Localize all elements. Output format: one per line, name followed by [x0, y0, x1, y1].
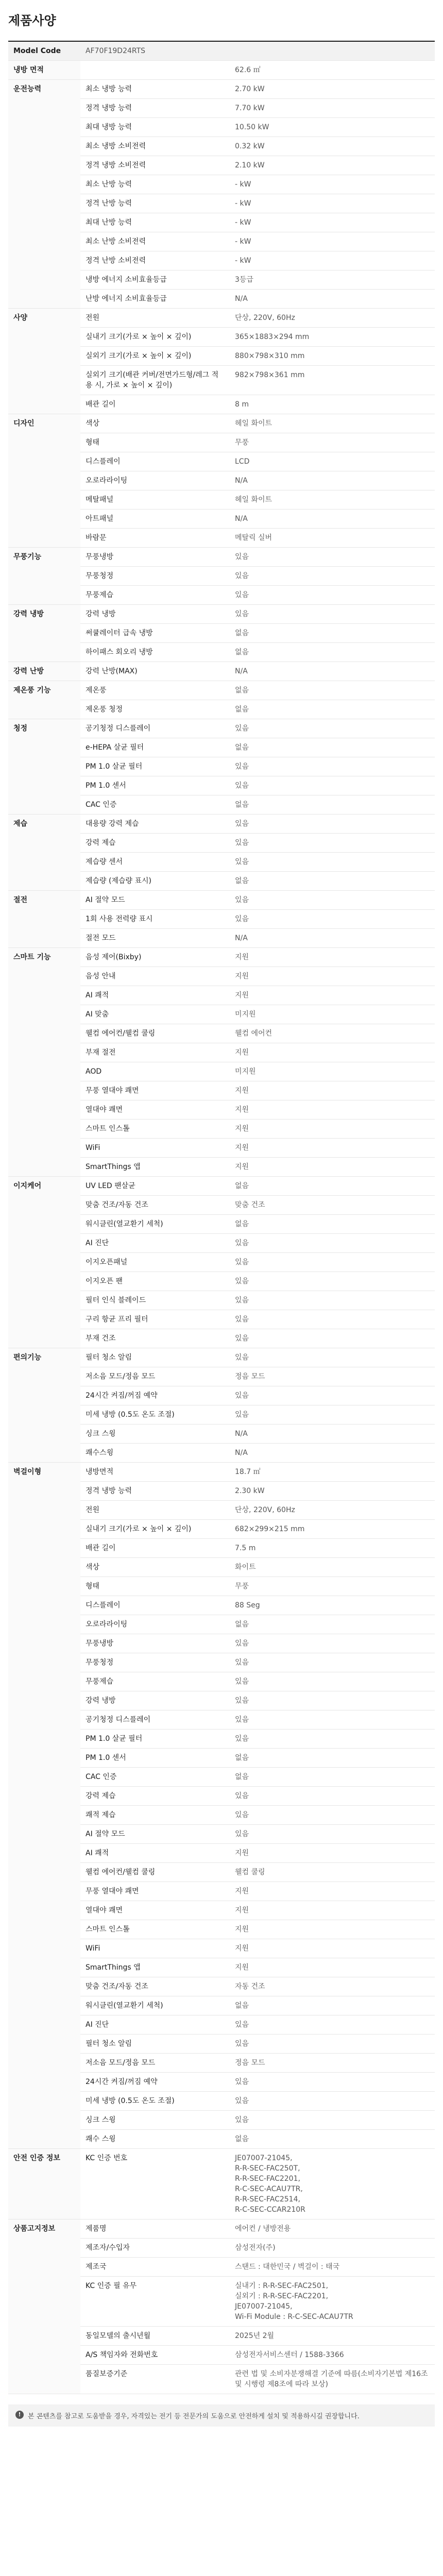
- spec-item-label: WiFi: [80, 1939, 230, 1958]
- spec-item-value: 있음: [230, 1386, 435, 1405]
- spec-item-label: 웰컴 에어컨/웰컴 쿨링: [80, 1024, 230, 1043]
- spec-item-value: 있음: [230, 2015, 435, 2035]
- spec-item-value: 있음: [230, 1310, 435, 1329]
- spec-item-value: 18.7 ㎡: [230, 1463, 435, 1482]
- spec-item-value: 있음: [230, 1691, 435, 1710]
- spec-item-label: 전원: [80, 309, 230, 328]
- spec-item-value: 있음: [230, 586, 435, 605]
- spec-item-label: 제조국: [80, 2258, 230, 2277]
- spec-item-label: 제조자/수입자: [80, 2239, 230, 2258]
- spec-item-value: 없음: [230, 1215, 435, 1234]
- spec-item-value: 맞춤 건조: [230, 1196, 435, 1215]
- spec-item-value: 있음: [230, 719, 435, 738]
- spec-row: [8, 1348, 435, 1367]
- spec-item-label: 워시클린(열교환기 세척): [80, 1215, 230, 1234]
- spec-item-value: 지원: [230, 1081, 435, 1100]
- spec-item-value: 있음: [230, 834, 435, 853]
- spec-item-value: 미지원: [230, 1005, 435, 1024]
- spec-item-label: 실내기 크기(가로 × 높이 × 깊이): [80, 1520, 230, 1539]
- spec-item-value: 2025년 2월: [230, 2327, 435, 2346]
- spec-item-label: 실내기 크기(가로 × 높이 × 깊이): [80, 328, 230, 347]
- spec-item-label: 메탈패널: [80, 490, 230, 510]
- spec-item-label: AI 진단: [80, 2015, 230, 2035]
- spec-item-label: 최소 난방 능력: [80, 175, 230, 194]
- spec-item-label: 필터 청소 알림: [80, 1348, 230, 1367]
- spec-item-label: AI 쾌적: [80, 986, 230, 1005]
- spec-item-label: KC 인증 번호: [80, 2149, 230, 2219]
- spec-item-value: 지원: [230, 1882, 435, 1901]
- spec-item-value: 헤일 화이트: [230, 414, 435, 433]
- spec-item-value: 있음: [230, 2111, 435, 2130]
- spec-item-label: 하이패스 회오리 냉방: [80, 643, 230, 662]
- spec-item-label: PM 1.0 살균 필터: [80, 757, 230, 776]
- spec-item-value: 에어컨 / 냉방전용: [230, 2219, 435, 2239]
- spec-item-value: 없음: [230, 1177, 435, 1196]
- spec-item-value: 있음: [230, 1234, 435, 1253]
- spec-item-value: 웰컴 에어컨: [230, 1024, 435, 1043]
- spec-item-value: 없음: [230, 738, 435, 757]
- spec-item-value: 있음: [230, 2092, 435, 2111]
- footnote: [8, 2404, 435, 2427]
- spec-item-label: 디스플레이: [80, 452, 230, 471]
- spec-item-value: 삼성전자(주): [230, 2239, 435, 2258]
- spec-item-value: 62.6 ㎡: [230, 61, 435, 80]
- spec-item-label: 난방 에너지 소비효율등급: [80, 290, 230, 309]
- spec-item-value: N/A: [230, 1444, 435, 1463]
- spec-item-label: 강력 냉방: [80, 1691, 230, 1710]
- spec-item-value: 삼성전자서비스센터 / 1588-3366: [230, 2346, 435, 2365]
- spec-item-value: 지원: [230, 948, 435, 967]
- spec-item-value: 2.10 kW: [230, 156, 435, 175]
- spec-item-label: 바람문: [80, 529, 230, 548]
- spec-item-label: 미세 냉방 (0.5도 온도 조절): [80, 1405, 230, 1425]
- spec-item-label: 실외기 크기(가로 × 높이 × 깊이): [80, 347, 230, 366]
- spec-item-value: 있음: [230, 853, 435, 872]
- spec-item-label: 형태: [80, 433, 230, 452]
- spec-category: 스마트 기능: [8, 948, 80, 1177]
- spec-item-label: 써큘레이터 급속 냉방: [80, 624, 230, 643]
- spec-item-label: 필터 청소 알림: [80, 2035, 230, 2054]
- spec-item-label: 정격 냉방 소비전력: [80, 156, 230, 175]
- spec-item-label: 쾌수스윙: [80, 1444, 230, 1463]
- spec-item-label: 필터 인식 블레이드: [80, 1291, 230, 1310]
- spec-item-label: 정격 난방 소비전력: [80, 251, 230, 270]
- spec-category: 절전: [8, 891, 80, 948]
- spec-item-value: 있음: [230, 1653, 435, 1672]
- spec-item-label: 냉방 에너지 소비효율등급: [80, 270, 230, 290]
- spec-item-value: 있음: [230, 1405, 435, 1425]
- spec-item-label: 정격 냉방 능력: [80, 1482, 230, 1501]
- spec-item-value: 있음: [230, 1272, 435, 1291]
- spec-item-label: 전원: [80, 1501, 230, 1520]
- spec-item-label: [80, 61, 230, 80]
- spec-item-value: 지원: [230, 986, 435, 1005]
- spec-item-value: N/A: [230, 1425, 435, 1444]
- spec-item-value: 88 Seg: [230, 1596, 435, 1615]
- spec-item-label: 맞춤 건조/자동 건조: [80, 1977, 230, 1996]
- spec-item-value: 웰컴 쿨링: [230, 1863, 435, 1882]
- spec-item-value: 있음: [230, 605, 435, 624]
- spec-item-value: 지원: [230, 1120, 435, 1139]
- spec-item-label: 무풍 열대야 쾌면: [80, 1081, 230, 1100]
- spec-item-label: 열대야 쾌면: [80, 1901, 230, 1920]
- spec-item-value: 있음: [230, 1672, 435, 1691]
- spec-item-label: 냉방면적: [80, 1463, 230, 1482]
- spec-category: 강력 난방: [8, 662, 80, 681]
- spec-item-label: SmartThings 앱: [80, 1958, 230, 1977]
- spec-item-label: AI 절약 모드: [80, 891, 230, 910]
- spec-item-value: - kW: [230, 175, 435, 194]
- spec-row: [8, 2219, 435, 2239]
- spec-item-value: 정음 모드: [230, 1367, 435, 1386]
- spec-item-value: 없음: [230, 2130, 435, 2149]
- spec-item-value: 없음: [230, 681, 435, 700]
- spec-item-value: 지원: [230, 1844, 435, 1863]
- spec-item-value: 지원: [230, 1920, 435, 1939]
- spec-item-label: 디스플레이: [80, 1596, 230, 1615]
- spec-category: 벽걸이형: [8, 1463, 80, 2149]
- spec-item-label: 제품명: [80, 2219, 230, 2239]
- spec-item-label: 쾌수 스윙: [80, 2130, 230, 2149]
- spec-item-label: 오로라라이팅: [80, 1615, 230, 1634]
- spec-item-value: 단상, 220V, 60Hz: [230, 309, 435, 328]
- spec-item-label: 스마트 인스톨: [80, 1120, 230, 1139]
- spec-item-value: 7.5 m: [230, 1539, 435, 1558]
- spec-row: [8, 309, 435, 328]
- spec-item-label: 색상: [80, 414, 230, 433]
- spec-item-label: 웰컴 에어컨/웰컴 쿨링: [80, 1863, 230, 1882]
- spec-item-label: 이지오픈패널: [80, 1253, 230, 1272]
- spec-item-label: 형태: [80, 1577, 230, 1596]
- spec-category: 무풍기능: [8, 548, 80, 605]
- spec-item-label: 오로라라이팅: [80, 471, 230, 490]
- spec-table: [8, 41, 435, 2394]
- spec-item-value: 지원: [230, 1158, 435, 1177]
- spec-item-value: 있음: [230, 910, 435, 929]
- spec-item-value: N/A: [230, 510, 435, 529]
- spec-item-value: 실내기 : R-R-SEC-FAC2501, 실외기 : R-R-SEC-FAC2201, JE07007-21045, Wi-Fi Module : R-C-SEC-ACAU7TR: [230, 2277, 435, 2327]
- spec-item-label: CAC 인증: [80, 795, 230, 815]
- spec-item-value: LCD: [230, 452, 435, 471]
- spec-item-label: 제온풍 청정: [80, 700, 230, 719]
- spec-item-label: 미세 냉방 (0.5도 온도 조절): [80, 2092, 230, 2111]
- spec-item-value: 682×299×215 mm: [230, 1520, 435, 1539]
- spec-item-value: 있음: [230, 548, 435, 567]
- spec-item-label: SmartThings 앱: [80, 1158, 230, 1177]
- spec-item-value: N/A: [230, 929, 435, 948]
- spec-item-value: 지원: [230, 1958, 435, 1977]
- spec-item-label: 공기청정 디스플레이: [80, 1710, 230, 1730]
- model-code-value: AF70F19D24RTS: [80, 41, 435, 61]
- spec-item-label: WiFi: [80, 1139, 230, 1158]
- spec-row: [8, 891, 435, 910]
- spec-item-label: 무풍 열대야 쾌면: [80, 1882, 230, 1901]
- spec-item-label: 싱크 스윙: [80, 2111, 230, 2130]
- spec-item-value: 있음: [230, 2073, 435, 2092]
- spec-item-label: UV LED 팬살균: [80, 1177, 230, 1196]
- spec-category: 냉방 면적: [8, 61, 80, 80]
- spec-item-value: N/A: [230, 471, 435, 490]
- spec-item-label: 대용량 강력 제습: [80, 815, 230, 834]
- spec-item-label: 무풍청정: [80, 1653, 230, 1672]
- spec-row: [8, 2149, 435, 2219]
- spec-item-value: 있음: [230, 1329, 435, 1348]
- spec-item-value: N/A: [230, 290, 435, 309]
- spec-item-value: 없음: [230, 700, 435, 719]
- spec-item-value: 있음: [230, 1291, 435, 1310]
- spec-item-label: 최대 냉방 능력: [80, 118, 230, 137]
- spec-category: 편의기능: [8, 1348, 80, 1463]
- spec-item-value: 지원: [230, 1139, 435, 1158]
- spec-item-label: AOD: [80, 1062, 230, 1081]
- info-icon: !: [15, 2411, 24, 2419]
- spec-item-label: 쾌적 제습: [80, 1806, 230, 1825]
- spec-item-value: 무풍: [230, 1577, 435, 1596]
- spec-item-label: 무풍청정: [80, 567, 230, 586]
- spec-item-value: 없음: [230, 795, 435, 815]
- spec-item-label: 이지오픈 팬: [80, 1272, 230, 1291]
- spec-item-value: 있음: [230, 1348, 435, 1367]
- page-title: 제품사양: [8, 13, 56, 28]
- spec-category: 제습: [8, 815, 80, 891]
- spec-item-value: 있음: [230, 1634, 435, 1653]
- spec-category: 청정: [8, 719, 80, 815]
- spec-item-value: 있음: [230, 567, 435, 586]
- spec-item-label: 강력 냉방: [80, 605, 230, 624]
- spec-row: [8, 80, 435, 99]
- spec-item-label: 색상: [80, 1558, 230, 1577]
- spec-item-value: 헤일 화이트: [230, 490, 435, 510]
- spec-item-value: 무풍: [230, 433, 435, 452]
- spec-category: 안전 인증 정보: [8, 2149, 80, 2219]
- spec-item-label: 열대야 쾌면: [80, 1100, 230, 1120]
- spec-row: [8, 1463, 435, 1482]
- spec-item-value: JE07007-21045, R-R-SEC-FAC250T, R-R-SEC-FAC2201, R-C-SEC-ACAU7TR, R-R-SEC-FAC2514, R-C-SEC-CCAR210R: [230, 2149, 435, 2219]
- spec-item-value: 지원: [230, 1043, 435, 1062]
- spec-item-label: 절전 모드: [80, 929, 230, 948]
- spec-item-label: 제온풍: [80, 681, 230, 700]
- spec-item-value: 있음: [230, 2035, 435, 2054]
- spec-item-label: 워시클린(열교환기 세척): [80, 1996, 230, 2015]
- spec-item-label: 부재 절전: [80, 1043, 230, 1062]
- spec-item-label: 동일모델의 출시년월: [80, 2327, 230, 2346]
- spec-category: 상품고지정보: [8, 2219, 80, 2394]
- spec-item-label: 싱크 스윙: [80, 1425, 230, 1444]
- spec-item-label: 부재 건조: [80, 1329, 230, 1348]
- spec-item-label: 아트패널: [80, 510, 230, 529]
- spec-item-label: 무풍제습: [80, 1672, 230, 1691]
- spec-item-value: 365×1883×294 mm: [230, 328, 435, 347]
- spec-item-value: 지원: [230, 967, 435, 986]
- spec-item-value: 지원: [230, 1901, 435, 1920]
- spec-item-value: 자동 건조: [230, 1977, 435, 1996]
- spec-category: 운전능력: [8, 80, 80, 309]
- spec-item-label: 최소 냉방 능력: [80, 80, 230, 99]
- spec-item-value: 없음: [230, 872, 435, 891]
- spec-item-value: 없음: [230, 1615, 435, 1634]
- spec-item-value: 2.30 kW: [230, 1482, 435, 1501]
- spec-item-label: 제습량 센서: [80, 853, 230, 872]
- spec-item-value: 없음: [230, 1749, 435, 1768]
- spec-item-value: 있음: [230, 891, 435, 910]
- spec-item-value: 8 m: [230, 395, 435, 414]
- spec-item-value: - kW: [230, 213, 435, 232]
- spec-item-label: 강력 제습: [80, 1787, 230, 1806]
- spec-row: [8, 548, 435, 567]
- spec-row: [8, 815, 435, 834]
- spec-item-value: 있음: [230, 1710, 435, 1730]
- footnote-text: 본 콘텐츠를 참고로 도움받을 경우, 자격있는 전기 등 전문가의 도움으로 안전하게 설치 및 적용하시길 권장합니다.: [28, 2413, 360, 2420]
- spec-row: [8, 948, 435, 967]
- spec-item-value: 없음: [230, 1768, 435, 1787]
- spec-item-label: A/S 책임자와 전화번호: [80, 2346, 230, 2365]
- spec-item-label: 품질보증기준: [80, 2365, 230, 2394]
- spec-item-label: 저소음 모드/정음 모드: [80, 2054, 230, 2073]
- spec-item-label: 저소음 모드/정음 모드: [80, 1367, 230, 1386]
- spec-item-value: 정음 모드: [230, 2054, 435, 2073]
- spec-item-value: - kW: [230, 194, 435, 213]
- spec-item-value: 있음: [230, 757, 435, 776]
- spec-item-label: 음성 안내: [80, 967, 230, 986]
- spec-item-label: 24시간 켜짐/꺼짐 예약: [80, 2073, 230, 2092]
- spec-item-value: 10.50 kW: [230, 118, 435, 137]
- spec-table-body: [8, 41, 435, 2394]
- spec-item-label: 배관 길이: [80, 1539, 230, 1558]
- spec-row: [8, 414, 435, 433]
- spec-item-value: 지원: [230, 1939, 435, 1958]
- spec-category: 사양: [8, 309, 80, 414]
- spec-item-value: 단상, 220V, 60Hz: [230, 1501, 435, 1520]
- spec-row: [8, 61, 435, 80]
- spec-item-value: 2.70 kW: [230, 80, 435, 99]
- spec-item-label: 무풍제습: [80, 586, 230, 605]
- spec-item-value: 7.70 kW: [230, 99, 435, 118]
- spec-category: 디자인: [8, 414, 80, 548]
- spec-item-label: e-HEPA 살균 필터: [80, 738, 230, 757]
- spec-item-label: 실외기 크기(배관 커버/전면가드형/레그 적용 시, 가로 × 높이 × 깊이): [80, 366, 230, 395]
- spec-item-label: AI 절약 모드: [80, 1825, 230, 1844]
- model-code-row: [8, 41, 435, 61]
- spec-item-value: 스탠드 : 대한민국 / 벽걸이 : 태국: [230, 2258, 435, 2277]
- spec-item-label: 1회 사용 전력량 표시: [80, 910, 230, 929]
- spec-item-value: 3등급: [230, 270, 435, 290]
- spec-item-label: PM 1.0 센서: [80, 776, 230, 795]
- spec-item-label: CAC 인증: [80, 1768, 230, 1787]
- spec-row: [8, 1177, 435, 1196]
- spec-item-label: PM 1.0 살균 필터: [80, 1730, 230, 1749]
- spec-item-value: 있음: [230, 1787, 435, 1806]
- spec-item-value: - kW: [230, 251, 435, 270]
- spec-item-value: 없음: [230, 1996, 435, 2015]
- spec-item-value: 있음: [230, 1253, 435, 1272]
- spec-item-value: 있음: [230, 1806, 435, 1825]
- spec-item-value: 미지원: [230, 1062, 435, 1081]
- spec-item-value: 없음: [230, 643, 435, 662]
- spec-row: [8, 605, 435, 624]
- spec-item-value: 화이트: [230, 1558, 435, 1577]
- spec-item-label: 최소 난방 소비전력: [80, 232, 230, 251]
- spec-item-label: 강력 제습: [80, 834, 230, 853]
- spec-item-label: 정격 냉방 능력: [80, 99, 230, 118]
- spec-item-label: 제습량 (제습량 표시): [80, 872, 230, 891]
- spec-row: [8, 719, 435, 738]
- spec-item-label: 최대 난방 능력: [80, 213, 230, 232]
- spec-item-label: 최소 냉방 소비전력: [80, 137, 230, 156]
- spec-item-label: AI 맞춤: [80, 1005, 230, 1024]
- spec-item-value: 880×798×310 mm: [230, 347, 435, 366]
- spec-category: 이지케어: [8, 1177, 80, 1348]
- spec-row: [8, 662, 435, 681]
- spec-item-label: AI 쾌적: [80, 1844, 230, 1863]
- spec-item-label: 무풍냉방: [80, 1634, 230, 1653]
- spec-item-value: N/A: [230, 662, 435, 681]
- spec-item-value: 있음: [230, 1825, 435, 1844]
- spec-item-value: 관련 법 및 소비자분쟁해결 기준에 따름(소비자기본법 제16조 및 시행령 제8조에 따라 보상): [230, 2365, 435, 2394]
- spec-item-label: 24시간 켜짐/꺼짐 예약: [80, 1386, 230, 1405]
- spec-item-value: 있음: [230, 776, 435, 795]
- spec-item-label: 배관 길이: [80, 395, 230, 414]
- spec-item-label: 맞춤 건조/자동 건조: [80, 1196, 230, 1215]
- spec-item-label: AI 진단: [80, 1234, 230, 1253]
- spec-category: 강력 냉방: [8, 605, 80, 662]
- spec-item-label: 음성 제어(Bixby): [80, 948, 230, 967]
- spec-item-label: 스마트 인스톨: [80, 1920, 230, 1939]
- spec-item-label: 강력 난방(MAX): [80, 662, 230, 681]
- spec-item-value: 없음: [230, 624, 435, 643]
- spec-item-value: 0.32 kW: [230, 137, 435, 156]
- spec-category: 제온풍 기능: [8, 681, 80, 719]
- spec-item-value: 지원: [230, 1100, 435, 1120]
- spec-item-value: 982×798×361 mm: [230, 366, 435, 395]
- spec-item-value: 있음: [230, 815, 435, 834]
- spec-item-label: 무풍냉방: [80, 548, 230, 567]
- spec-item-label: 정격 난방 능력: [80, 194, 230, 213]
- spec-item-label: KC 인증 필 유무: [80, 2277, 230, 2327]
- spec-item-value: 메탈릭 실버: [230, 529, 435, 548]
- spec-item-value: - kW: [230, 232, 435, 251]
- spec-item-label: 공기청정 디스플레이: [80, 719, 230, 738]
- spec-row: [8, 681, 435, 700]
- model-code-label: Model Code: [8, 41, 80, 61]
- spec-item-label: PM 1.0 센서: [80, 1749, 230, 1768]
- spec-item-label: 구리 항균 프리 필터: [80, 1310, 230, 1329]
- spec-item-value: 있음: [230, 1730, 435, 1749]
